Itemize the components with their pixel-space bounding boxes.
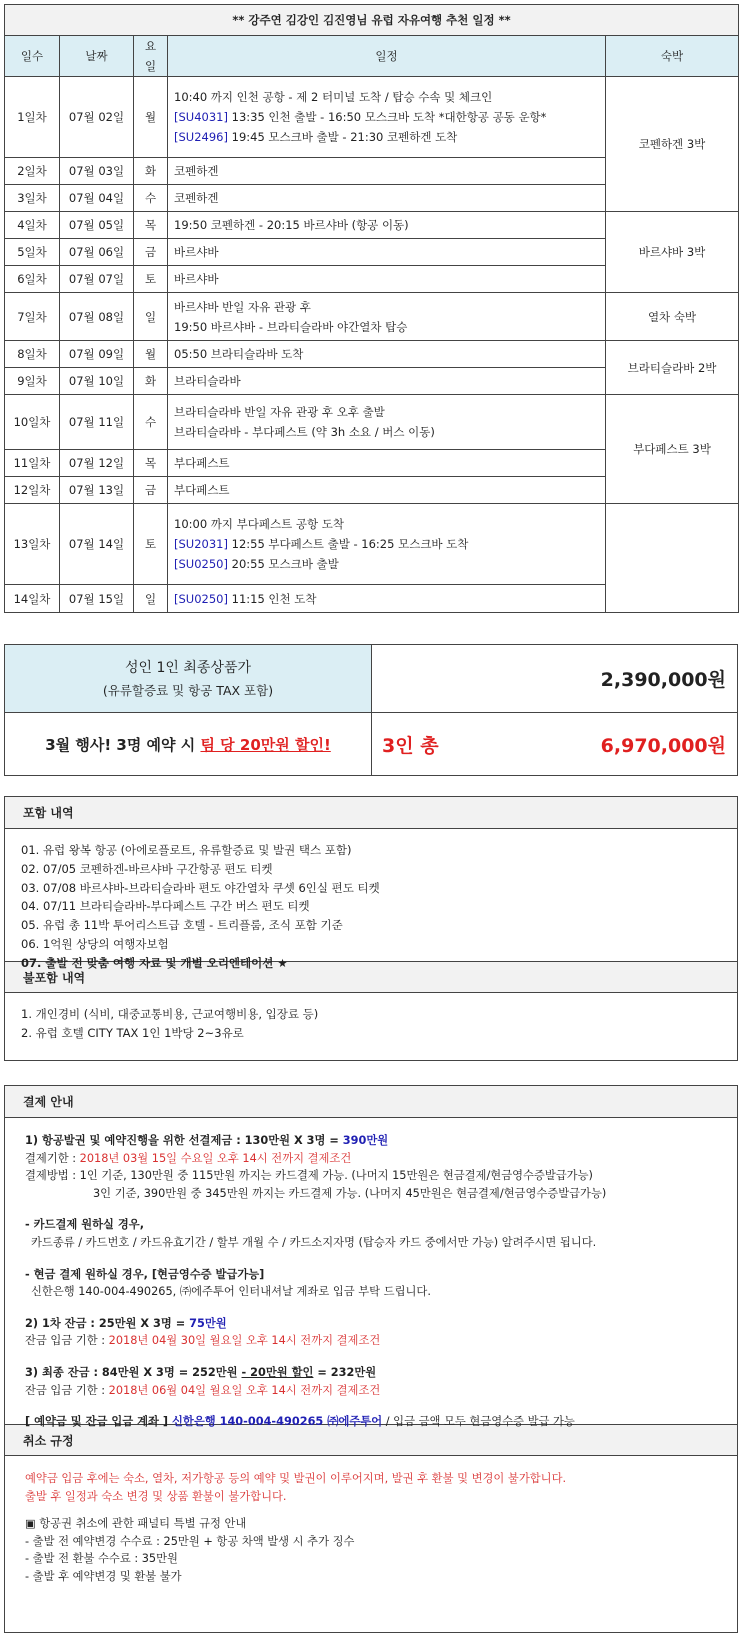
price-amount-cell [372, 645, 738, 712]
day-cell: 6일차 [5, 266, 60, 293]
flight-text: 19:45 모스크바 출발 - 21:30 코펜하겐 도착 [227, 130, 458, 144]
weekday-cell: 금 [134, 477, 168, 504]
header-weekday: 요일 [134, 36, 168, 77]
weekday-cell: 일 [134, 293, 168, 341]
itinerary-line: 10:40 까지 인천 공항 - 제 2 터미널 도착 / 탑승 수속 및 체크인 [174, 90, 493, 104]
weekday-cell: 목 [134, 212, 168, 239]
day-cell: 11일차 [5, 450, 60, 477]
table-row [5, 77, 739, 158]
table-row [5, 504, 739, 585]
total-label: 3인 총 [382, 735, 439, 757]
day-cell: 7일차 [5, 293, 60, 341]
payment-step-1-amount: 390만원 [342, 1134, 389, 1147]
included-title: 포함 내역 [5, 797, 737, 829]
date-cell: 07월 11일 [60, 395, 134, 450]
itinerary-cell [168, 293, 606, 341]
date-cell: 07월 09일 [60, 341, 134, 368]
list-item: - 출발 전 환불 수수료 : 35만원 [25, 1552, 178, 1566]
date-cell: 07월 05일 [60, 212, 134, 239]
cancel-body [5, 1456, 737, 1586]
cancel-warning: 출발 후 일정과 숙소 변경 및 상품 환불이 불가합니다. [25, 1489, 287, 1503]
deadline-label: 잔금 입금 기한 : [25, 1383, 109, 1397]
date-cell: 07월 10일 [60, 368, 134, 395]
total-amount: 6,970,000원 [600, 735, 726, 757]
itinerary-line: 브라티슬라바 - 부다페스트 (약 3h 소요 / 버스 이동) [174, 425, 435, 439]
list-item: 07. 출발 전 맞춤 여행 자료 및 개별 오리엔테이션 ★ [21, 955, 288, 970]
itinerary-cell [168, 395, 606, 450]
day-cell: 10일차 [5, 395, 60, 450]
payment-body [5, 1118, 737, 1429]
weekday-cell: 화 [134, 368, 168, 395]
header-itinerary: 일정 [168, 36, 606, 77]
day-cell: 9일차 [5, 368, 60, 395]
date-cell: 07월 14일 [60, 504, 134, 585]
flight-code: [SU0250] [174, 591, 228, 606]
day-cell: 3일차 [5, 185, 60, 212]
flight-text: 12:55 부다페스트 출발 - 16:25 모스크바 도착 [227, 537, 469, 551]
promo-highlight: 팀 당 20만원 할인! [200, 736, 331, 754]
price-sublabel: (유류할증료 및 항공 TAX 포함) [102, 683, 274, 698]
schedule-title: ** 강주연 김강인 김진영님 유럽 자유여행 추천 일정 ** [5, 5, 739, 36]
price-label: 성인 1인 최종상품가 [125, 660, 251, 676]
day-cell: 14일차 [5, 585, 60, 613]
promo-cell [5, 713, 372, 776]
payment-step-1: 1) 항공발권 및 예약진행을 위한 선결제금 : 130만원 X 3명 = [25, 1134, 343, 1147]
flight-code: [SU2031] [174, 537, 228, 551]
inclusions-box [4, 796, 738, 1061]
payment-title: 결제 안내 [5, 1086, 737, 1118]
list-item: 2. 유럽 호텔 CITY TAX 1인 1박당 2~3유로 [21, 1025, 244, 1040]
list-item: 06. 1억원 상당의 여행자보험 [21, 936, 169, 951]
stay-cell: 열차 숙박 [606, 293, 739, 341]
deadline-value: 2018년 03월 15일 수요일 오후 14시 전까지 결제조건 [79, 1151, 352, 1165]
included-list [5, 829, 737, 970]
account-note: / 입금 금액 모두 현금영수증 발급 가능 [382, 1415, 575, 1429]
table-row [5, 212, 739, 239]
date-cell: 07월 12일 [60, 450, 134, 477]
itinerary-cell [168, 585, 606, 613]
itinerary-cell [168, 504, 606, 585]
deadline-label: 잔금 입금 기한 : [25, 1334, 109, 1348]
date-cell: 07월 08일 [60, 293, 134, 341]
table-row [5, 341, 739, 368]
weekday-cell: 화 [134, 158, 168, 185]
itinerary-cell: 바르샤바 [168, 266, 606, 293]
itinerary-line: 바르샤바 반일 자유 관광 후 [174, 299, 311, 314]
promo-text: 3월 행사! 3명 예약 시 [45, 736, 201, 754]
itinerary-line: 브라티슬라바 반일 자유 관광 후 오후 출발 [174, 405, 385, 419]
list-item: - 출발 후 예약변경 및 환불 불가 [25, 1569, 182, 1583]
day-cell: 13일차 [5, 504, 60, 585]
day-cell: 1일차 [5, 77, 60, 158]
weekday-cell: 금 [134, 239, 168, 266]
weekday-cell: 토 [134, 504, 168, 585]
itinerary-cell: 부다페스트 [168, 477, 606, 504]
itinerary-cell [168, 77, 606, 158]
flight-code: [SU0250] [174, 557, 228, 571]
weekday-cell: 월 [134, 77, 168, 158]
total-cell [372, 713, 738, 776]
flight-code: [SU2496] [174, 130, 228, 144]
day-cell: 5일차 [5, 239, 60, 266]
payment-step-2: 2) 1차 잔금 : 25만원 X 3명 = [25, 1316, 190, 1330]
list-item: - 출발 전 예약변경 수수료 : 25만원 + 항공 차액 발생 시 추가 징수 [25, 1534, 355, 1548]
cancel-title: 취소 규정 [5, 1424, 737, 1456]
list-item: 05. 유럽 총 11박 투어리스트급 호텔 - 트리플룸, 조식 포함 기준 [21, 918, 343, 933]
payment-step-2-amount: 75만원 [189, 1316, 227, 1330]
payment-step-3-discount: - 20만원 할인 [241, 1365, 314, 1379]
header-day: 일수 [5, 36, 60, 77]
itinerary-cell: 05:50 브라티슬라바 도착 [168, 341, 606, 368]
account-number: 신한은행 140-004-490265 ㈜에주투어 [172, 1415, 383, 1429]
itinerary-line: 19:50 바르샤바 - 브라티슬라바 야간열차 탑승 [174, 319, 408, 334]
list-item: 01. 유럽 왕복 항공 (아에로플로트, 유류할증료 및 발권 택스 포함) [21, 843, 352, 857]
list-item: 03. 07/08 바르샤바-브라티슬라바 편도 야간열차 쿠셋 6인실 편도 티켓 [21, 880, 380, 895]
itinerary-cell: 19:50 코펜하겐 - 20:15 바르샤바 (항공 이동) [168, 212, 606, 239]
weekday-cell: 목 [134, 450, 168, 477]
weekday-cell: 일 [134, 585, 168, 613]
itinerary-cell: 코펜하겐 [168, 158, 606, 185]
stay-cell: 바르샤바 3박 [606, 212, 739, 293]
date-cell: 07월 07일 [60, 266, 134, 293]
itinerary-cell: 코펜하겐 [168, 185, 606, 212]
stay-cell: 부다페스트 3박 [606, 395, 739, 504]
day-cell: 2일차 [5, 158, 60, 185]
table-row [5, 293, 739, 341]
schedule-table [4, 4, 738, 613]
weekday-cell: 월 [134, 341, 168, 368]
list-item: 02. 07/05 코펜하겐-바르샤바 구간항공 편도 티켓 [21, 861, 273, 876]
header-date: 날짜 [60, 36, 134, 77]
excluded-title: 불포함 내역 [5, 961, 737, 993]
penalty-title: ▣ 항공권 취소에 관한 패널티 특별 규정 안내 [25, 1517, 247, 1531]
date-cell: 07월 06일 [60, 239, 134, 266]
cash-title: - 현금 결제 원하실 경우, [현금영수증 발급가능] [25, 1267, 265, 1281]
cash-body: 신한은행 140-004-490265, ㈜에주투어 인터내셔날 계좌로 입금 부탁 드립니다. [31, 1285, 431, 1299]
date-cell: 07월 04일 [60, 185, 134, 212]
date-cell: 07월 03일 [60, 158, 134, 185]
payment-step-3: 3) 최종 잔금 : 84만원 X 3명 = 252만원 [25, 1365, 242, 1379]
payment-box [4, 1085, 738, 1633]
date-cell: 07월 02일 [60, 77, 134, 158]
day-cell: 4일차 [5, 212, 60, 239]
cancel-warning: 예약금 입금 후에는 숙소, 열차, 저가항공 등의 예약 및 발권이 이루어지며, 발권 후 환불 및 변경이 불가합니다. [25, 1472, 567, 1485]
itinerary-cell: 브라티슬라바 [168, 368, 606, 395]
list-item: 04. 07/11 브라티슬라바-부다페스트 구간 버스 편도 티켓 [21, 899, 310, 914]
day-cell: 8일차 [5, 341, 60, 368]
day-cell: 12일차 [5, 477, 60, 504]
flight-text: 13:35 인천 출발 - 16:50 모스크바 도착 *대한항공 공동 운항* [227, 110, 547, 124]
deadline-value: 2018년 06월 04일 월요일 오후 14시 전까지 결제조건 [108, 1383, 381, 1397]
stay-cell [606, 504, 739, 613]
weekday-cell: 수 [134, 395, 168, 450]
itinerary-line: 10:00 까지 부다페스트 공항 도착 [174, 517, 344, 531]
stay-cell: 브라티슬라바 2박 [606, 341, 739, 395]
schedule-grid [4, 4, 739, 613]
price-box [4, 644, 738, 776]
itinerary-cell: 부다페스트 [168, 450, 606, 477]
flight-text: 20:55 모스크바 출발 [227, 557, 339, 571]
card-body: 카드종류 / 카드번호 / 카드유효기간 / 할부 개월 수 / 카드소지자명 (탑승자 카드 중에서만 가능) 알려주시면 됩니다. [31, 1235, 597, 1249]
weekday-cell: 토 [134, 266, 168, 293]
flight-code: [SU4031] [174, 110, 228, 124]
payment-method-2: 3인 기준, 390만원 중 345만원 까지는 카드결제 가능. (나머지 45만원은 현금결제/현금영수증발급가능) [93, 1186, 607, 1200]
table-row [5, 395, 739, 450]
flight-text: 11:15 인천 도착 [227, 591, 317, 606]
payment-method-1: 결제방법 : 1인 기준, 130만원 중 115만원 까지는 카드결제 가능. (나머지 15만원은 현금결제/현금영수증발급가능) [25, 1169, 593, 1183]
excluded-list [5, 993, 737, 1053]
date-cell: 07월 15일 [60, 585, 134, 613]
deadline-label: 결제기한 : [25, 1151, 80, 1165]
price-label-cell [5, 645, 372, 712]
deadline-value: 2018년 04월 30일 월요일 오후 14시 전까지 결제조건 [108, 1334, 381, 1348]
price-amount: 2,390,000원 [600, 669, 726, 691]
header-stay: 숙박 [606, 36, 739, 77]
date-cell: 07월 13일 [60, 477, 134, 504]
card-title: - 카드결제 원하실 경우, [25, 1218, 144, 1232]
weekday-cell: 수 [134, 185, 168, 212]
account-label: [ 예약금 및 잔금 입금 계좌 ] [25, 1415, 172, 1429]
itinerary-cell: 바르샤바 [168, 239, 606, 266]
list-item: 1. 개인경비 (식비, 대중교통비용, 근교여행비용, 입장료 등) [21, 1007, 319, 1021]
stay-cell: 코펜하겐 3박 [606, 77, 739, 212]
payment-step-3-total: = 232만원 [313, 1365, 377, 1379]
